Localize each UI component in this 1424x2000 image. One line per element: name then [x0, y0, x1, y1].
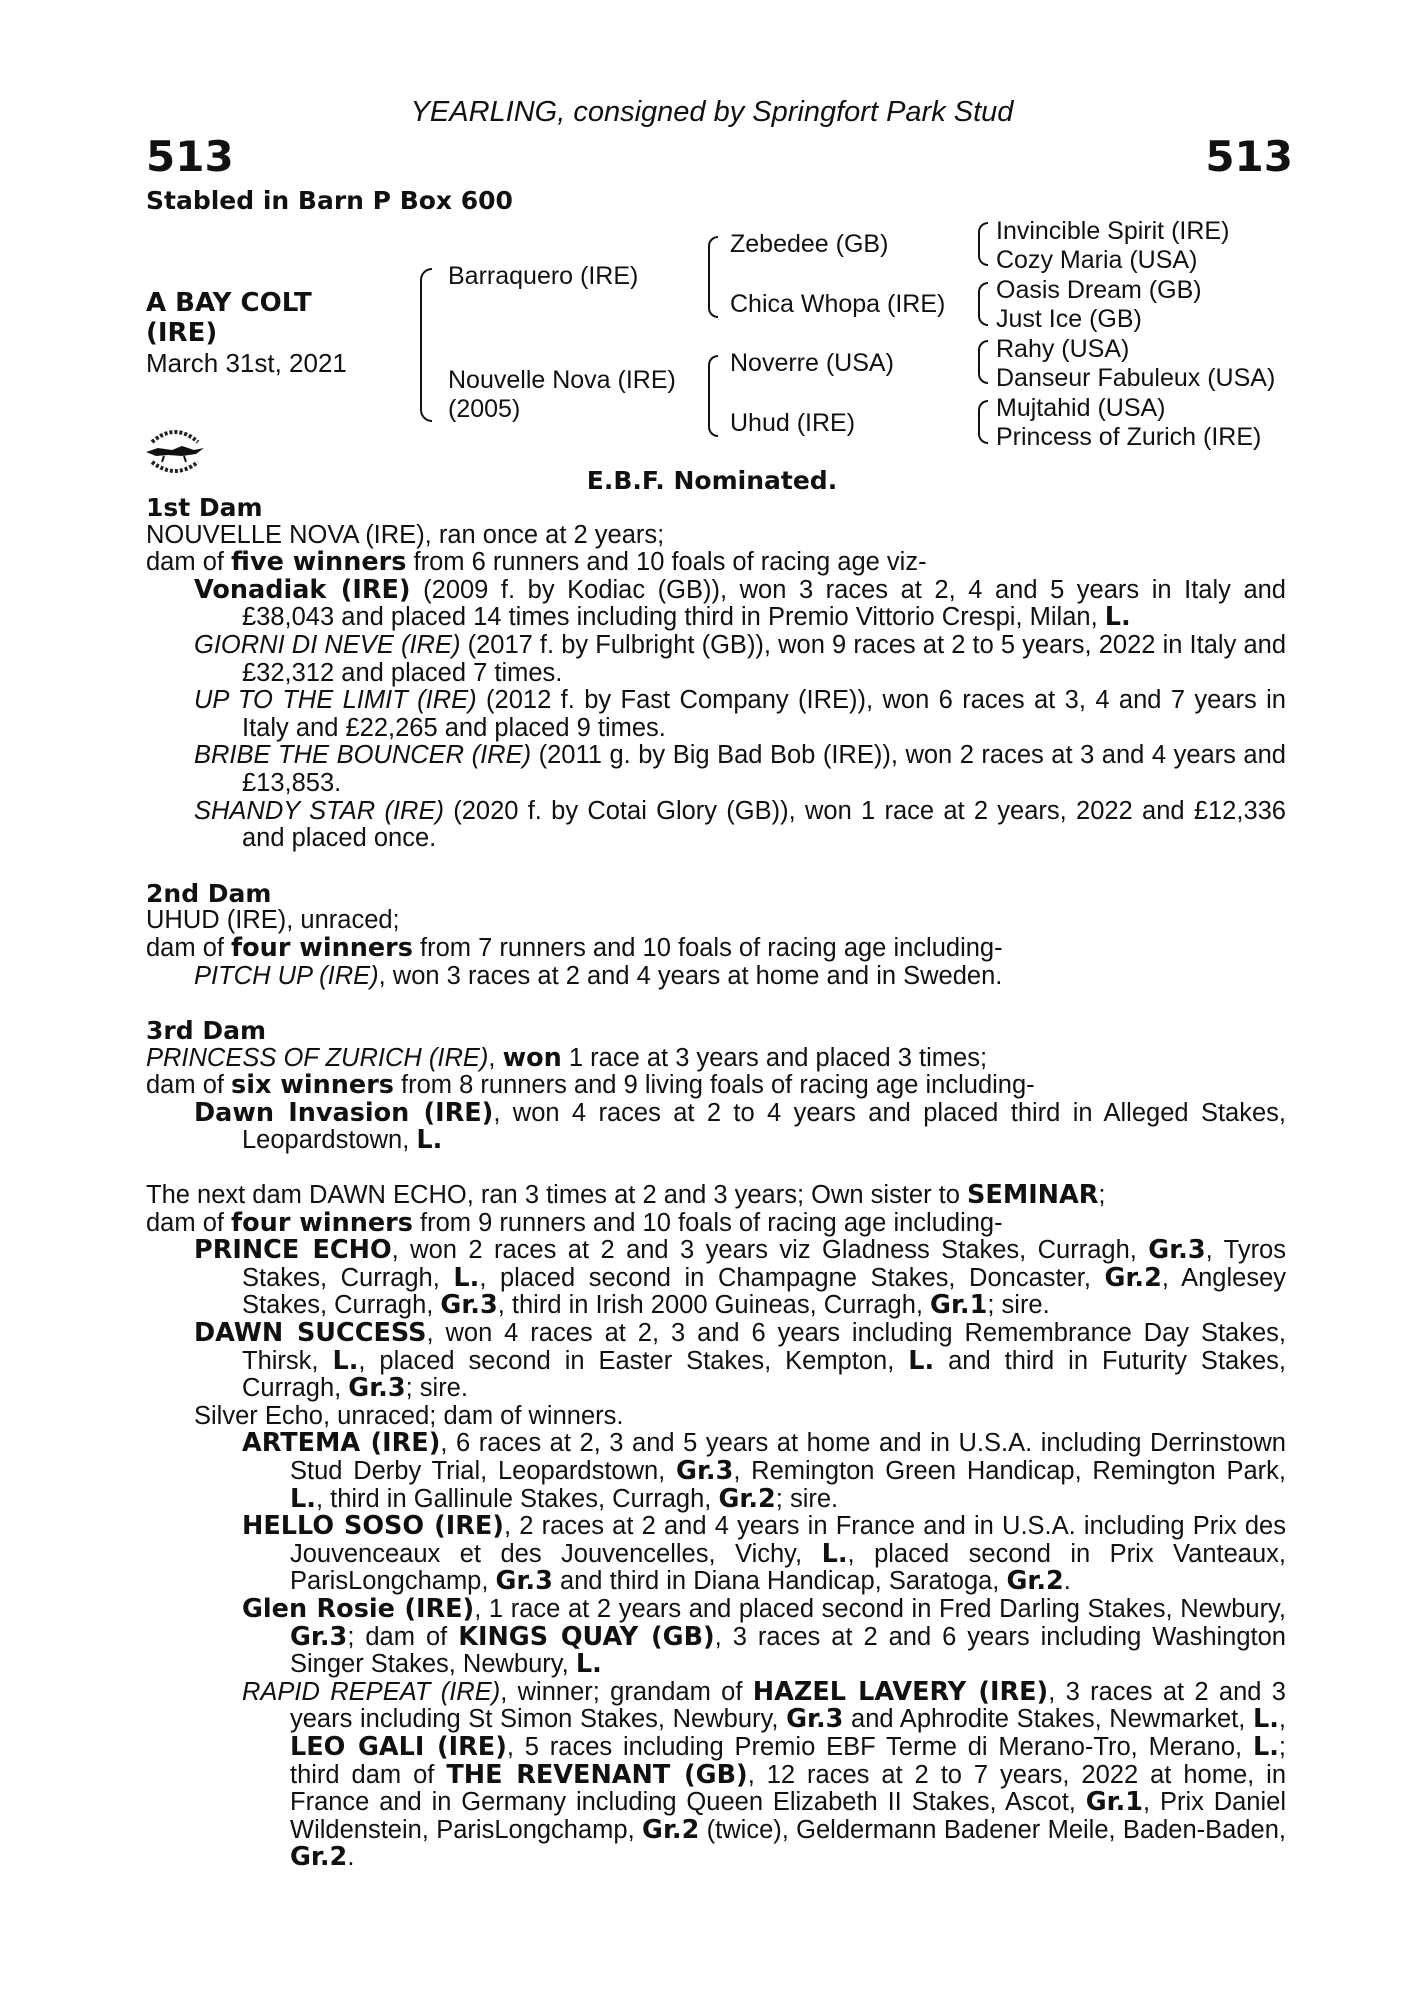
consignment-header: YEARLING, consigned by Springfort Park Stud — [410, 96, 1014, 128]
stabled-info: Stabled in Barn P Box 600 — [146, 186, 513, 215]
grand-produce-entry: HELLO SOSO (IRE), 2 races at 2 and 4 years in France and in U.S.A. including Prix des Jouvenceaux et des Jouvencelles, Vichy, L., placed second in Prix Vanteaux, ParisLongchamp, Gr.3 and third in Diana Handicap, Saratoga, Gr.2. — [242, 1511, 1286, 1597]
pedigree-brace-g3b — [978, 282, 988, 326]
first-dam-section — [146, 494, 1286, 853]
third-dam-heading: 3rd Dam — [146, 1016, 266, 1046]
pedigree-brace-dam — [708, 355, 718, 437]
pedigree-brace-sire — [708, 236, 718, 318]
foaling-date: March 31st, 2021 — [146, 348, 347, 378]
first-dam-line1: NOUVELLE NOVA (IRE), ran once at 2 years; — [146, 520, 665, 549]
pedigree-gen4-1: Invincible Spirit (IRE) — [996, 217, 1230, 245]
second-dam-line2: dam of four winners from 7 runners and 10 foals of racing age including- — [146, 932, 1003, 963]
pedigree-brace-g3a — [978, 222, 988, 266]
third-dam-line1: PRINCESS OF ZURICH (IRE), won 1 race at 3 years and placed 3 times; — [146, 1042, 988, 1073]
pedigree-gen4-4: Just Ice (GB) — [996, 305, 1142, 333]
grand-produce-entry: RAPID REPEAT (IRE), winner; grandam of HAZEL LAVERY (IRE), 3 races at 2 and 3 years including St Simon Stakes, Newbury, Gr.3 and Aphrodite Stakes, Newmarket, L., LEO GALI (IRE), 5 races including Premio EBF Terme di Merano-Tro, Merano, L.; third dam of THE REVENANT (GB), 12 races at 2 to 7 years, 2022 at home, in France and in Germany including Queen Elizabeth II Stakes, Ascot, Gr.1, Prix Daniel Wildenstein, ParisLongchamp, Gr.2 (twice), Geldermann Badener Meile, Baden-Baden, Gr.2. — [242, 1676, 1287, 1873]
lot-number-right: 513 — [1205, 132, 1293, 181]
pedigree-gen4-6: Danseur Fabuleux (USA) — [996, 364, 1276, 392]
pedigree-dam-sire: Noverre (USA) — [730, 349, 894, 377]
pedigree-brace-g3c — [978, 340, 988, 384]
second-dam-section — [146, 880, 1286, 990]
lot-number-left: 513 — [146, 132, 234, 181]
produce-entry: PITCH UP (IRE), won 3 races at 2 and 4 years at home and in Sweden. — [194, 961, 1003, 990]
pedigree-sire-dam: Chica Whopa (IRE) — [730, 290, 946, 318]
pedigree-brace-gen1 — [420, 268, 432, 422]
first-dam-line2: dam of five winners from 6 runners and 10 foals of racing age viz- — [146, 547, 927, 578]
produce-entry: SHANDY STAR (IRE) (2020 f. by Cotai Glory (GB)), won 1 race at 2 years, 2022 and £12,336 and placed once. — [194, 796, 1286, 853]
pedigree-gen4-2: Cozy Maria (USA) — [996, 246, 1198, 274]
produce-entry: Dawn Invasion (IRE), won 4 races at 2 to 4 years and placed third in Alleged Stakes, Leopardstown, L. — [194, 1097, 1286, 1156]
produce-entry: PRINCE ECHO, won 2 races at 2 and 3 years viz Gladness Stakes, Curragh, Gr.3, Tyros Stakes, Curragh, L., placed second in Champagne Stakes, Doncaster, Gr.2, Anglesey Stakes, Curragh, Gr.3, third in Irish 2000 Guineas, Curragh, Gr.1; sire. — [194, 1235, 1286, 1321]
pedigree-dam-dam: Uhud (IRE) — [730, 409, 856, 437]
second-dam-heading: 2nd Dam — [146, 878, 272, 908]
ebf-nominated: E.B.F. Nominated. — [586, 466, 838, 495]
second-dam-line1: UHUD (IRE), unraced; — [146, 906, 400, 935]
pedigree-dam: Nouvelle Nova (IRE) — [448, 366, 676, 394]
pedigree-gen4-5: Rahy (USA) — [996, 335, 1130, 363]
grand-produce-entry: ARTEMA (IRE), 6 races at 2, 3 and 5 years at home and in U.S.A. including Derrinstown Stud Derby Trial, Leopardstown, Gr.3, Remington Green Handicap, Remington Park, L., third in Gallinule Stakes, Curragh, Gr.2; sire. — [242, 1428, 1286, 1514]
produce-entry: GIORNI DI NEVE (IRE) (2017 f. by Fulbright (GB)), won 9 races at 2 to 5 years, 2022 in Italy and £32,312 and placed 7 times. — [194, 630, 1286, 687]
third-dam-line2: dam of six winners from 8 runners and 9 living foals of racing age including- — [146, 1070, 1035, 1101]
grand-produce-entry: Glen Rosie (IRE), 1 race at 2 years and placed second in Fred Darling Stakes, Newbury, Gr.3; dam of KINGS QUAY (GB), 3 races at 2 and 6 years including Washington Singer Stakes, Newbury, L. — [242, 1593, 1287, 1680]
produce-entry: UP TO THE LIMIT (IRE) (2012 f. by Fast Company (IRE)), won 6 races at 3, 4 and 7 years in Italy and £22,265 and placed 9 times. — [194, 686, 1286, 742]
catalogue-body — [146, 494, 1286, 1872]
fourth-dam-line2: dam of four winners from 9 runners and 10 foals of racing age including- — [146, 1207, 1003, 1238]
first-dam-heading: 1st Dam — [146, 493, 263, 522]
pedigree-dam-year: (2005) — [448, 395, 521, 423]
horse-name-line2: (IRE) — [146, 318, 218, 348]
horse-identity — [146, 288, 347, 378]
pedigree-sire-sire: Zebedee (GB) — [730, 230, 889, 258]
fourth-dam-line1: The next dam DAWN ECHO, ran 3 times at 2 and 3 years; Own sister to SEMINAR; — [146, 1180, 1106, 1211]
produce-entry: DAWN SUCCESS, won 4 races at 2, 3 and 6 years including Remembrance Day Stakes, Thirsk, L., placed second in Easter Stakes, Kempton, L. and third in Futurity Stakes, Curragh, Gr.3; sire. — [194, 1318, 1286, 1404]
pedigree-gen4-7: Mujtahid (USA) — [996, 394, 1166, 422]
pedigree-gen4-3: Oasis Dream (GB) — [996, 276, 1202, 304]
produce-entry: BRIBE THE BOUNCER (IRE) (2011 g. by Big Bad Bob (IRE)), won 2 races at 3 and 4 years and £13,853. — [194, 741, 1286, 797]
pedigree-brace-g3d — [978, 400, 988, 444]
produce-entry: Vonadiak (IRE) (2009 f. by Kodiac (GB)), won 3 races at 2, 4 and 5 years in Italy and £38,043 and placed 14 times including third in Premio Vittorio Crespi, Milan, L. — [194, 574, 1286, 633]
pedigree-gen4-8: Princess of Zurich (IRE) — [996, 423, 1262, 451]
pedigree-sire: Barraquero (IRE) — [448, 262, 639, 290]
horse-name-line1: A BAY COLT — [146, 288, 312, 318]
produce-entry-silver-echo: Silver Echo, unraced; dam of winners. — [194, 1401, 624, 1430]
third-dam-section — [146, 1017, 1286, 1155]
fourth-dam-section — [146, 1182, 1286, 1872]
